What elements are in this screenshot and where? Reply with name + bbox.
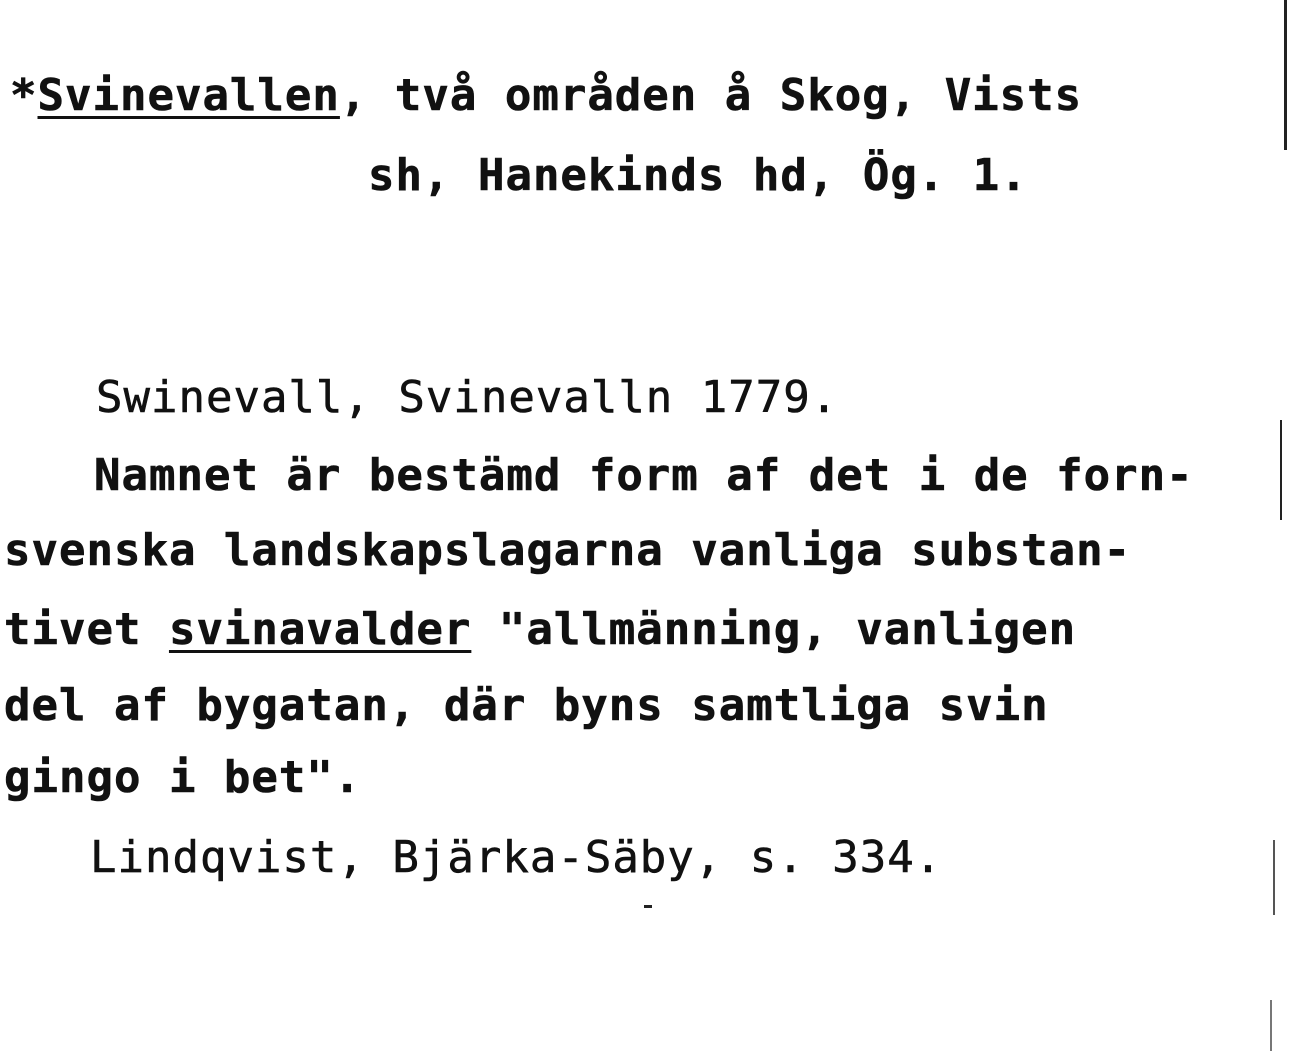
paragraph-line-5: gingo i bet". <box>4 752 362 803</box>
paragraph-line-1: Namnet är bestämd form af det i de forn- <box>94 450 1194 501</box>
heading-line-1 <box>10 70 1082 122</box>
card-edge-lower <box>1273 840 1275 915</box>
ink-speck <box>644 905 652 908</box>
headword: Svinevallen <box>37 70 340 121</box>
paragraph-line-3-pre: tivet <box>4 604 169 655</box>
heading-rest: , två områden å Skog, Vists <box>339 70 1083 121</box>
forms-line: Swinevall, Svinevalln 1779. <box>96 372 839 423</box>
heading-line-2: sh, Hanekinds hd, Ög. 1. <box>368 150 1028 201</box>
term-svinavalder: svinavalder <box>168 604 472 655</box>
paragraph-line-4: del af bygatan, där byns samtliga svin <box>4 680 1049 731</box>
card-edge-top <box>1284 0 1287 150</box>
asterisk-mark: * <box>10 70 38 121</box>
card-edge-middle <box>1280 420 1282 520</box>
card-edge-bottom <box>1270 1000 1272 1051</box>
source-citation: Lindqvist, Bjärka-Säby, s. 334. <box>90 832 943 883</box>
paragraph-line-3-post: "allmänning, vanligen <box>471 604 1077 655</box>
paragraph-line-2: svenska landskapslagarna vanliga substan- <box>4 525 1132 576</box>
paragraph-line-3 <box>4 604 1076 656</box>
